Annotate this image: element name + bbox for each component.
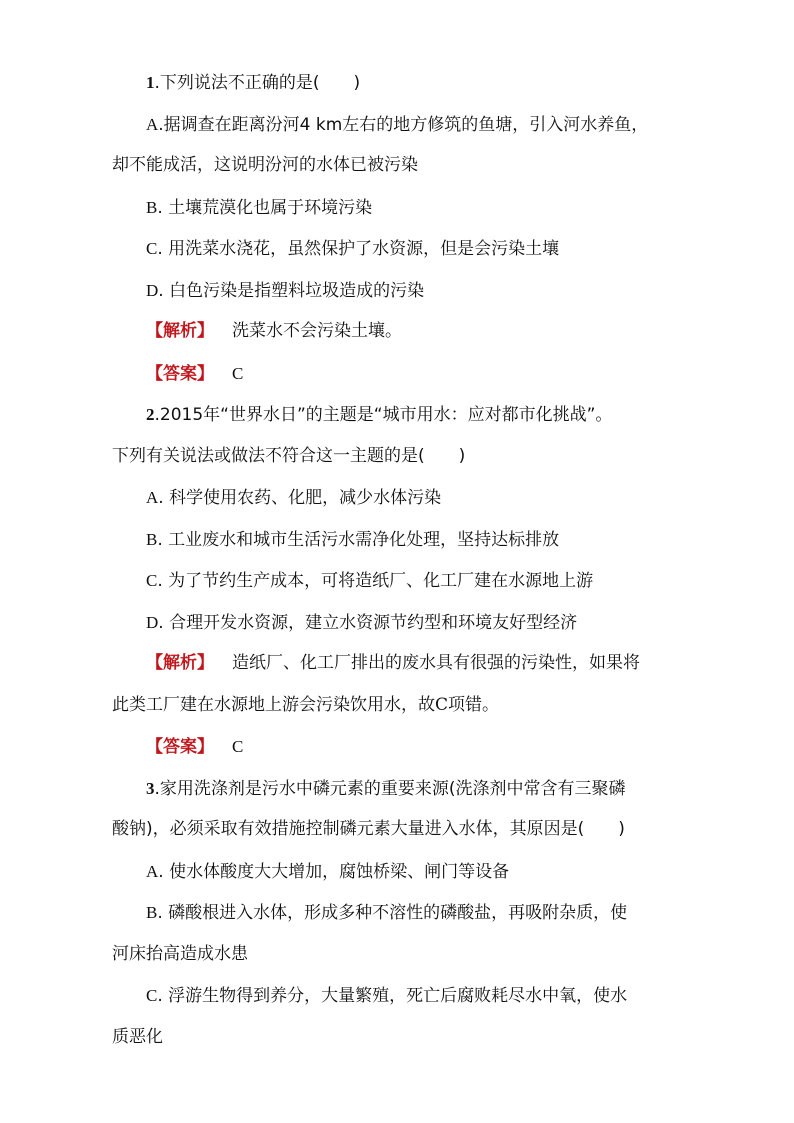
option-text: . 合理开发水资源，建立水资源节约型和环境友好型经济: [158, 612, 578, 633]
stem-continuation: 酸钠)，必须采取有效措施控制磷元素大量进入水体，其原因是( ): [112, 819, 625, 839]
option-b: [112, 892, 694, 934]
option-text: . 使水体酸度大大增加，腐蚀桥梁、闸门等设备: [158, 861, 510, 882]
answer-value: C: [232, 363, 244, 383]
option-text: . 浮游生物得到养分，大量繁殖，死亡后腐败耗尽水中氧，使水: [157, 986, 628, 1006]
option-text: . 白色污染是指塑料垃圾造成的污染: [158, 280, 425, 301]
option-d: [112, 602, 694, 644]
option-a-continuation: 却不能成活，这说明汾河的水体已被污染: [112, 155, 418, 175]
answer-value: C: [232, 737, 244, 756]
option-text: . 科学使用农药、化肥，减少水体污染: [158, 488, 442, 508]
option-c-continuation: 质恶化: [112, 1026, 163, 1047]
option-text: . 土壤荒漠化也属于环境污染: [157, 197, 373, 218]
answer: [112, 726, 694, 768]
option-letter: D: [146, 280, 159, 300]
analysis-text: 造纸厂、化工厂排出的废水具有很强的污染性，如果将: [232, 653, 640, 673]
question-2: [112, 394, 694, 768]
option-text: . 工业废水和城市生活污水需净化处理，坚持达标排放: [157, 529, 560, 550]
option-letter: A: [146, 488, 159, 507]
option-letter: B: [146, 529, 158, 549]
analysis-text: 洗菜水不会污染土壤。: [232, 321, 402, 341]
option-d: [112, 270, 694, 312]
analysis: [112, 643, 694, 685]
analysis: [112, 311, 694, 353]
answer: [112, 353, 694, 395]
option-b-continuation: 河床抬高造成水患: [112, 943, 248, 964]
option-letter: B: [146, 197, 158, 217]
option-letter: C: [146, 239, 158, 258]
stem-line: .家用洗涤剂是污水中磷元素的重要来源(洗涤剂中常含有三聚磷: [154, 778, 626, 799]
option-letter: C: [146, 571, 158, 590]
question-number: 2: [146, 405, 155, 424]
option-text: .据调查在距离汾河4 km左右的地方修筑的鱼塘，引入河水养鱼，: [158, 114, 649, 135]
option-c: [112, 228, 694, 270]
question-number: 1: [146, 73, 155, 92]
option-b: [112, 187, 694, 229]
analysis-continuation: 此类工厂建在水源地上游会污染饮用水，故C项错。: [112, 694, 500, 715]
question-stem: [112, 768, 694, 810]
answer-label: 【答案】: [146, 737, 214, 757]
question-3: [112, 768, 694, 1059]
analysis-label: 【解析】: [146, 653, 214, 673]
stem-line: .2015年“世界水日”的主题是“城市用水：应对都市化挑战”。: [154, 405, 613, 425]
answer-label: 【答案】: [146, 363, 214, 384]
analysis-label: 【解析】: [146, 321, 214, 341]
option-letter: C: [146, 986, 158, 1005]
question-stem: [112, 394, 694, 436]
option-letter: B: [146, 903, 158, 922]
option-letter: A: [146, 114, 159, 134]
option-text: . 磷酸根进入水体，形成多种不溶性的磷酸盐，再吸附杂质，使: [157, 903, 628, 923]
option-c: [112, 560, 694, 602]
option-c: [112, 975, 694, 1017]
question-1: [112, 62, 694, 394]
option-letter: D: [146, 612, 159, 632]
option-text: . 为了节约生产成本，可将造纸厂、化工厂建在水源地上游: [157, 571, 594, 591]
stem-line: .下列说法不正确的是( ): [154, 73, 361, 93]
stem-continuation: 下列有关说法或做法不符合这一主题的是( ): [112, 445, 466, 466]
option-a: [112, 851, 694, 893]
option-text: . 用洗菜水浇花，虽然保护了水资源，但是会污染土壤: [157, 239, 560, 259]
option-a: [112, 477, 694, 519]
question-number: 3: [146, 778, 155, 798]
option-letter: A: [146, 861, 159, 881]
option-a: [112, 104, 694, 146]
question-stem: [112, 62, 694, 104]
option-b: [112, 519, 694, 561]
